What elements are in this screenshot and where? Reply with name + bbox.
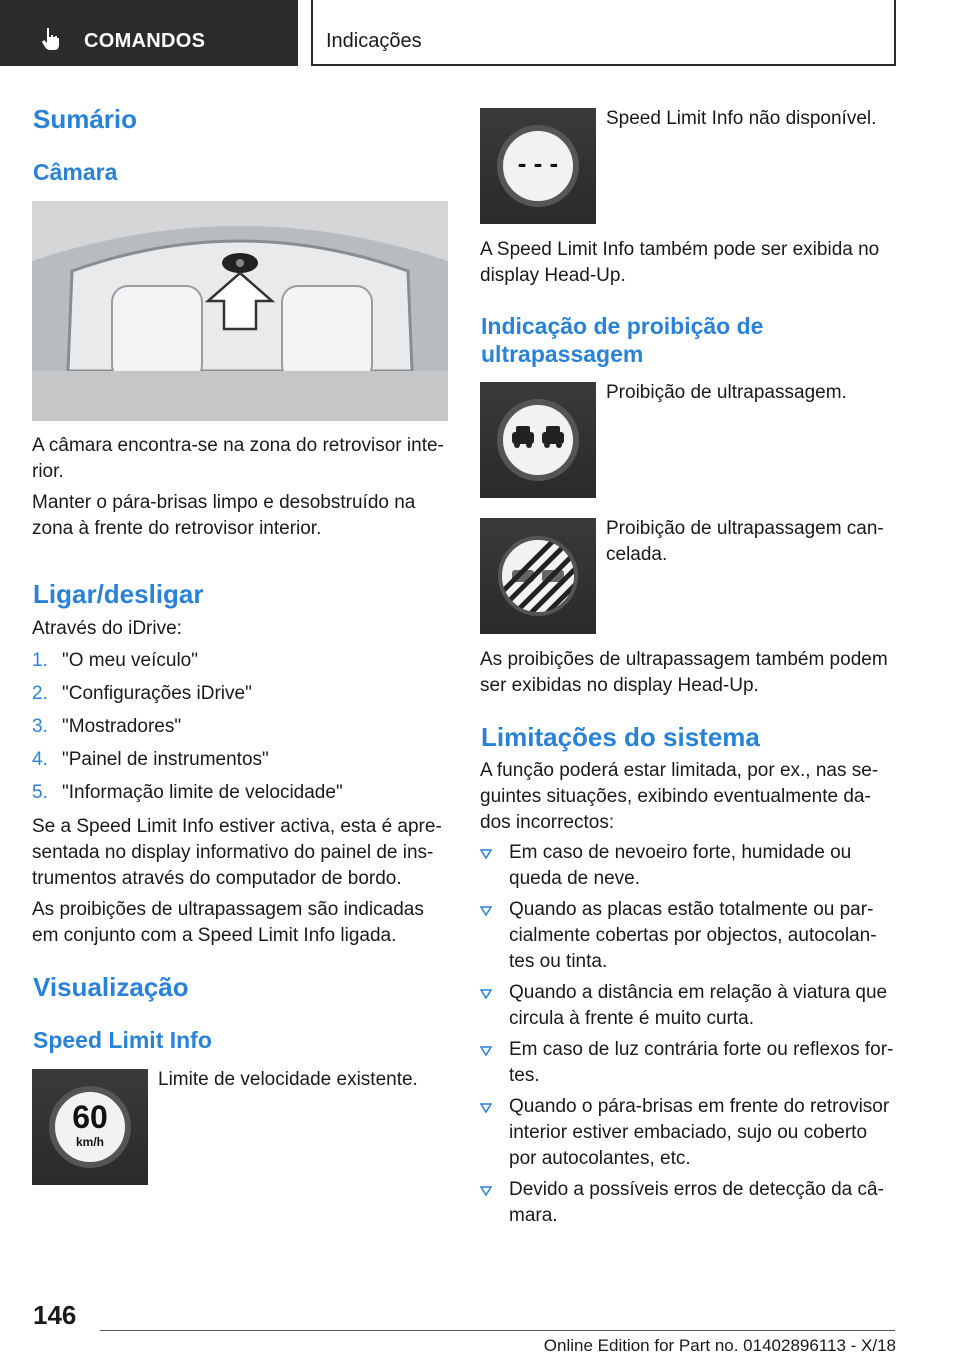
limits-intro: A função poderá estar limitada, por ex., nas se-guintes situações, exibindo eventualmente da-dos incorrectos:	[480, 760, 879, 833]
onoff-display-note: Se a Speed Limit Info estiver activa, esta é apre-sentada no display informativo do painel de ins-trumentos através do computador de bordo.	[32, 816, 442, 889]
onoff-intro: Através do iDrive:	[32, 618, 182, 639]
camera-cleaning-note: Manter o pára-brisas limpo e desobstruído na zona à frente do retrovisor interior.	[32, 492, 416, 539]
no-passing-end-sign-icon	[480, 518, 596, 634]
no-passing-sign-icon	[480, 382, 596, 498]
heading-on-off: Ligar/desligar	[33, 579, 204, 609]
page-number: 146	[33, 1300, 77, 1330]
triangle-bullet-icon	[480, 906, 492, 916]
speed-unit: km/h	[75, 1135, 104, 1149]
list-item: 2. "Configurações iDrive"	[32, 683, 252, 704]
subsection-label: Indicações	[326, 30, 422, 52]
onoff-nopass-note: As proibições de ultrapassagem são indicadas em conjunto com a Speed Limit Info ligada.	[32, 899, 424, 946]
triangle-bullet-icon	[480, 989, 492, 999]
no-passing-cancelled-caption: Proibição de ultrapassagem can-celada.	[606, 518, 884, 565]
heading-camera: Câmara	[33, 159, 118, 185]
limits-list	[480, 840, 896, 1234]
triangle-bullet-icon	[480, 849, 492, 859]
camera-location-image	[32, 201, 448, 421]
list-item: 3. "Mostradores"	[32, 716, 182, 737]
triangle-bullet-icon	[480, 1186, 492, 1196]
speed-limit-60-image	[32, 1069, 148, 1185]
triangle-bullet-icon	[480, 1103, 492, 1113]
camera-description: A câmara encontra-se na zona do retrovisor inte-rior.	[32, 435, 444, 482]
title-summary: Sumário	[33, 104, 138, 134]
page-header	[0, 0, 960, 66]
section-label: COMANDOS	[84, 30, 206, 52]
heading-display: Visualização	[33, 972, 189, 1002]
list-item: Em caso de luz contrária forte ou reflexos for-tes.	[480, 1037, 896, 1089]
no-passing-image	[480, 382, 596, 498]
list-item: 1. "O meu veículo"	[32, 650, 198, 671]
unavailable-dashes: - - -	[517, 148, 559, 178]
unavailable-caption: Speed Limit Info não disponível.	[606, 108, 877, 129]
list-item: Em caso de nevoeiro forte, humidade ou queda de neve.	[480, 840, 896, 892]
no-passing-cancelled-image	[480, 518, 596, 634]
heading-no-passing: Indicação de proibição de ultrapassagem	[481, 313, 764, 367]
footer-divider	[100, 1330, 895, 1331]
hand-pointer-icon	[38, 26, 64, 52]
steps-list	[32, 650, 452, 815]
speed-value: 60	[72, 1099, 108, 1135]
heading-system-limits: Limitações do sistema	[481, 722, 760, 752]
speed-limit-unavailable-image	[480, 108, 596, 224]
edition-text: Online Edition for Part no. 01402896113 - X/18	[543, 1336, 896, 1355]
list-item: Quando o pára-brisas em frente do retrovisor interior estiver embaciado, sujo ou coberto por autocolantes, etc.	[480, 1094, 896, 1172]
list-item: 5. "Informação limite de velocidade"	[32, 782, 343, 803]
heading-speed-limit-info: Speed Limit Info	[33, 1027, 212, 1053]
no-passing-hud-note: As proibições de ultrapassagem também podem ser exibidas no display Head-Up.	[480, 649, 888, 696]
speed-limit-caption: Limite de velocidade existente.	[158, 1069, 418, 1090]
no-passing-caption: Proibição de ultrapassagem.	[606, 382, 847, 403]
list-item: Quando as placas estão totalmente ou par-cialmente cobertas por objectos, autocolan-tes ou tinta.	[480, 897, 896, 975]
list-item: Devido a possíveis erros de detecção da câ-mara.	[480, 1177, 896, 1229]
list-item: Quando a distância em relação à viatura que circula à frente é muito curta.	[480, 980, 896, 1032]
triangle-bullet-icon	[480, 1046, 492, 1056]
list-item: 4. "Painel de instrumentos"	[32, 749, 269, 770]
hud-note: A Speed Limit Info também pode ser exibida no display Head-Up.	[480, 239, 880, 286]
